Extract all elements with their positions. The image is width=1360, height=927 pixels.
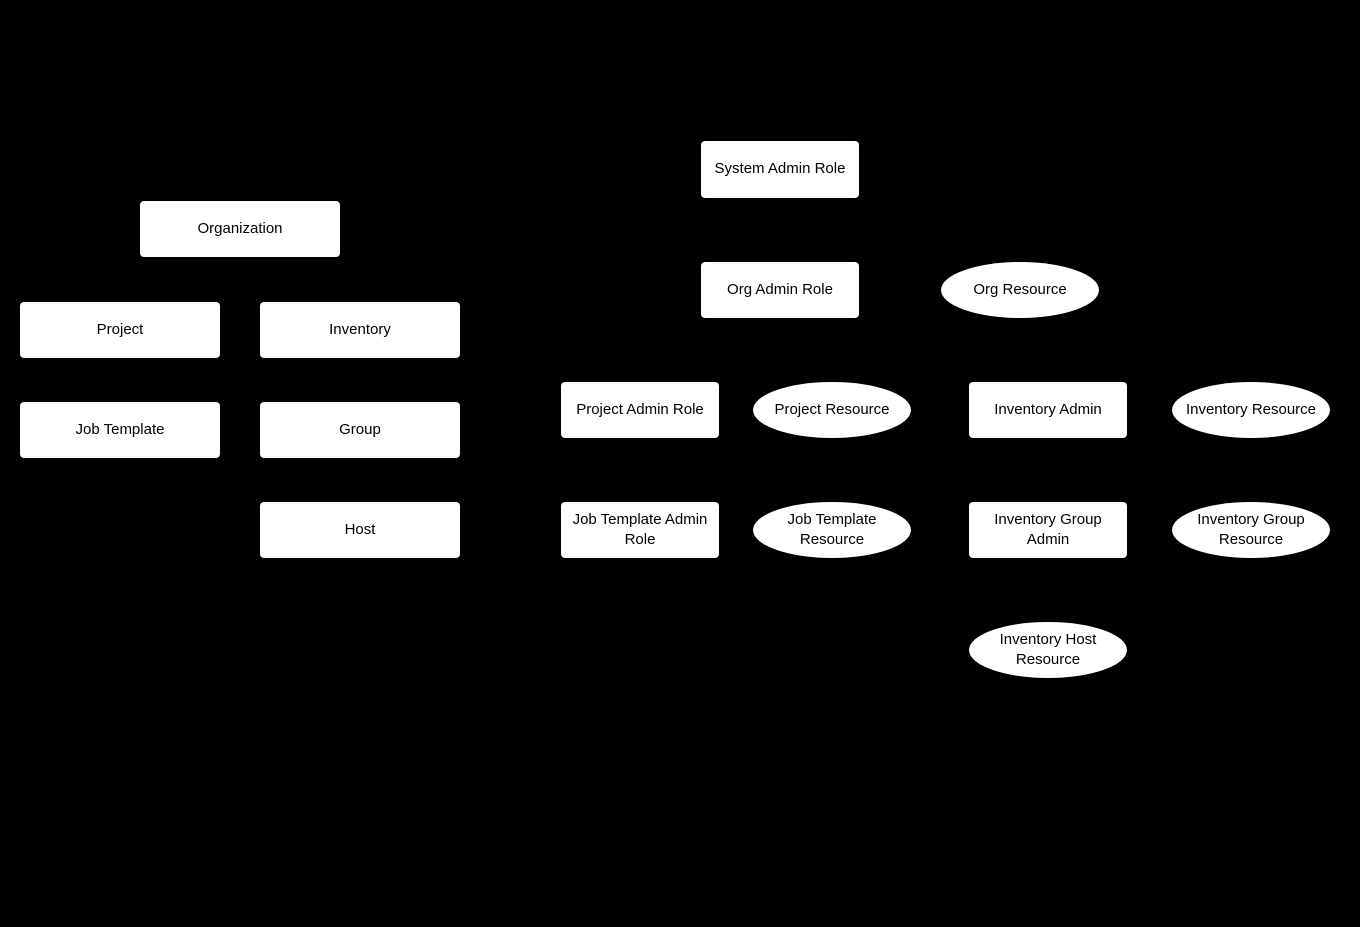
node-inventory-group-resource bbox=[1172, 502, 1330, 558]
node-label: Org Admin Role bbox=[727, 280, 833, 298]
node-inventory-admin bbox=[969, 382, 1127, 438]
node-label: Project Resource bbox=[774, 400, 890, 418]
node-job-template bbox=[20, 402, 220, 458]
node-label: System Admin Role bbox=[714, 160, 846, 178]
node-org-admin-role bbox=[701, 262, 859, 318]
node-label: Job Template bbox=[75, 420, 165, 438]
node-inventory-resource bbox=[1172, 382, 1330, 438]
node-group bbox=[260, 402, 460, 458]
node-label: Host bbox=[344, 520, 376, 538]
node-project bbox=[20, 302, 220, 358]
node-organization bbox=[140, 201, 340, 257]
node-org-resource bbox=[941, 262, 1099, 318]
node-project-admin-role bbox=[561, 382, 719, 438]
node-label: Inventory Resource bbox=[1185, 400, 1317, 418]
node-label: Job Template Resource bbox=[787, 510, 877, 548]
node-project-resource bbox=[753, 382, 911, 438]
node-label: Inventory Admin bbox=[994, 400, 1102, 418]
node-system-admin-role bbox=[701, 141, 859, 198]
node-label: Project bbox=[96, 320, 144, 338]
node-inventory-group-admin bbox=[969, 502, 1127, 558]
node-label: Inventory Host Resource bbox=[999, 630, 1097, 668]
node-host bbox=[260, 502, 460, 558]
node-label: Inventory Group Resource bbox=[1197, 510, 1305, 548]
node-label: Org Resource bbox=[973, 280, 1067, 298]
node-inventory-host-resource bbox=[969, 622, 1127, 678]
node-label: Group bbox=[339, 420, 381, 438]
node-label: Inventory bbox=[329, 320, 391, 338]
node-label: Project Admin Role bbox=[576, 400, 704, 418]
node-label: Inventory Group Admin bbox=[994, 510, 1102, 548]
node-job-template-resource bbox=[753, 502, 911, 558]
node-inventory bbox=[260, 302, 460, 358]
node-label: Organization bbox=[197, 219, 283, 237]
node-job-template-admin-role bbox=[561, 502, 719, 558]
node-label: Job Template Admin Role bbox=[572, 510, 708, 548]
